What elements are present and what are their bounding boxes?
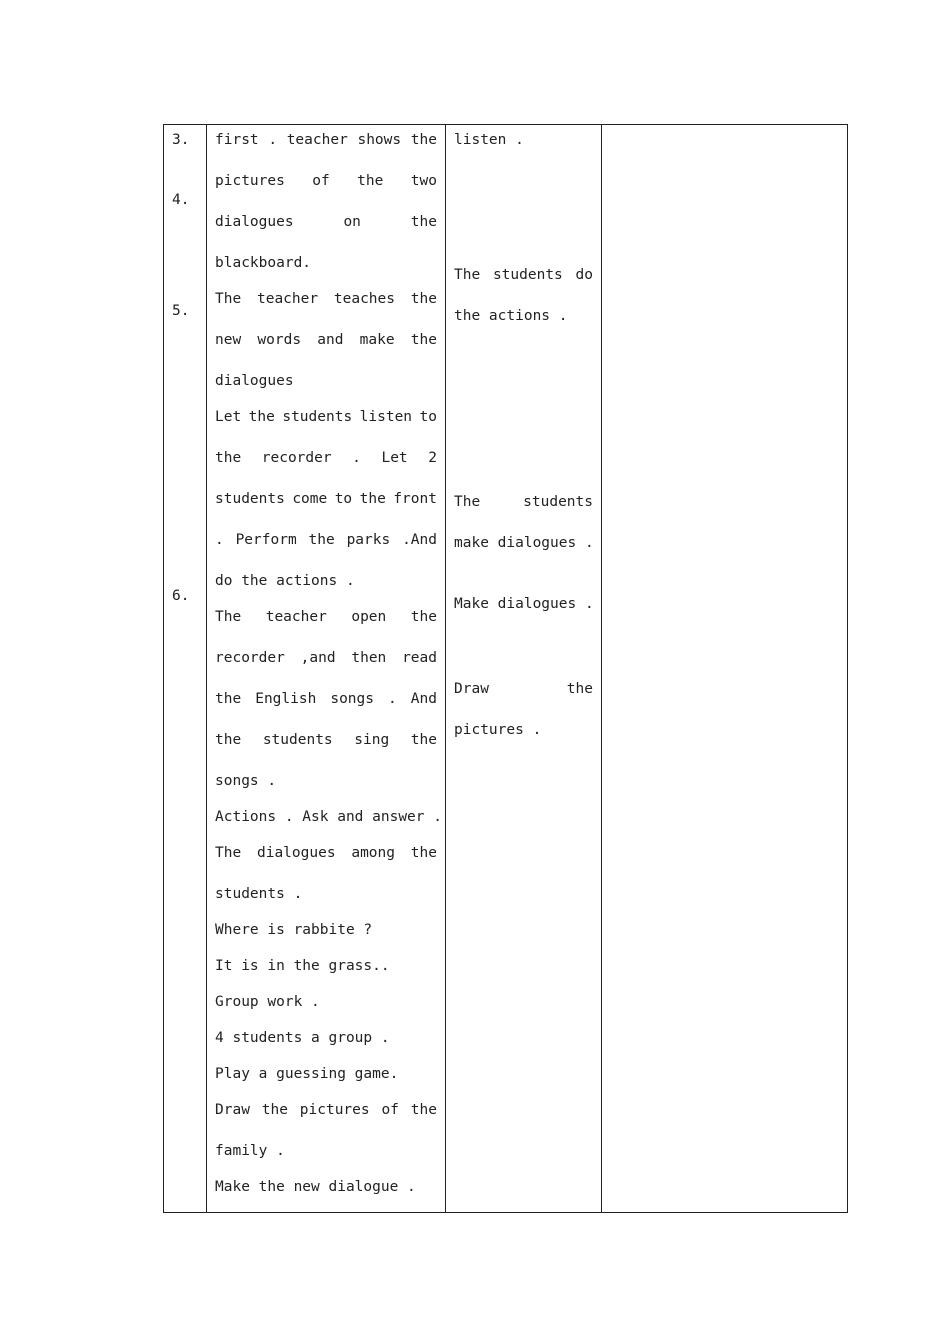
- activity-line: listen .: [454, 132, 524, 148]
- activity-line: Draw the: [454, 681, 593, 697]
- procedure-line: . Perform the parks .And: [215, 532, 437, 548]
- activity-line: The students: [454, 494, 593, 510]
- procedure-line: Let the students listen to: [215, 409, 437, 425]
- step-number: 3.: [172, 132, 190, 148]
- procedure-line: first . teacher shows the: [215, 132, 437, 148]
- procedure-line: the English songs . And: [215, 691, 437, 707]
- procedure-line: do the actions .: [215, 573, 355, 589]
- procedure-line: dialogues on the: [215, 214, 437, 230]
- activity-line: make dialogues .: [454, 535, 594, 551]
- step-number: 6.: [172, 588, 190, 604]
- activity-line: the actions .: [454, 308, 568, 324]
- procedure-line: Make the new dialogue .: [215, 1179, 416, 1195]
- activity-line: pictures .: [454, 722, 542, 738]
- procedure-line: dialogues: [215, 373, 294, 389]
- procedure-line: the students sing the: [215, 732, 437, 748]
- procedure-line: The teacher teaches the: [215, 291, 437, 307]
- procedure-line: new words and make the: [215, 332, 437, 348]
- step-number: 5.: [172, 303, 190, 319]
- procedure-line: Play a guessing game.: [215, 1066, 399, 1082]
- procedure-line: The teacher open the: [215, 609, 437, 625]
- step-number: 4.: [172, 192, 190, 208]
- procedure-line: Draw the pictures of the: [215, 1102, 437, 1118]
- procedure-line: Actions . Ask and answer .: [215, 809, 442, 825]
- procedure-line: 4 students a group .: [215, 1030, 390, 1046]
- procedure-line: pictures of the two: [215, 173, 437, 189]
- procedure-line: recorder ,and then read: [215, 650, 437, 666]
- column-divider: [601, 125, 602, 1212]
- procedure-line: the recorder . Let 2: [215, 450, 437, 466]
- procedure-line: songs .: [215, 773, 277, 789]
- procedure-line: blackboard.: [215, 255, 312, 271]
- procedure-line: family .: [215, 1143, 285, 1159]
- lesson-procedure-table: [163, 124, 848, 1213]
- column-divider: [445, 125, 446, 1212]
- activity-line: The students do: [454, 267, 593, 283]
- procedure-line: students .: [215, 886, 303, 902]
- procedure-line: students come to the front: [215, 491, 437, 507]
- procedure-line: It is in the grass..: [215, 958, 390, 974]
- procedure-line: The dialogues among the: [215, 845, 437, 861]
- column-divider: [206, 125, 207, 1212]
- procedure-line: Where is rabbite ?: [215, 922, 373, 938]
- procedure-line: Group work .: [215, 994, 320, 1010]
- activity-line: Make dialogues .: [454, 596, 594, 612]
